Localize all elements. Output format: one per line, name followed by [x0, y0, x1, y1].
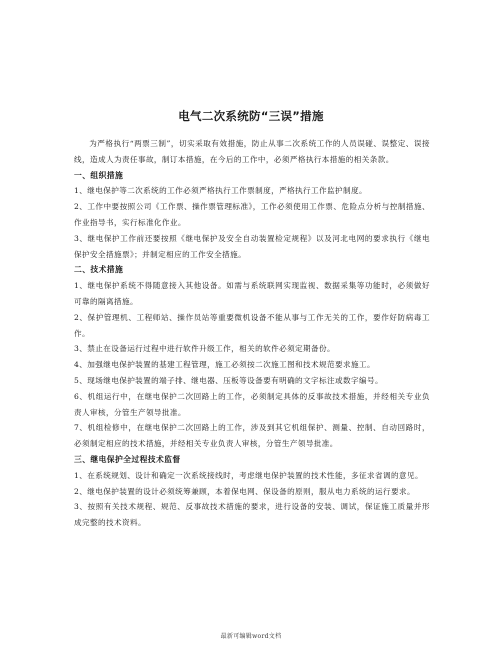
list-item: 2、继电保护装置的设计必须统筹兼顾，本着保电网、保设备的原则，服从电力系统的运行要求。 — [74, 486, 415, 496]
page-footer: 最新可编辑word文档 — [220, 633, 282, 640]
document-body — [74, 136, 430, 531]
section-heading-supervision: 三、继电保护全过程技术监督 — [74, 454, 181, 464]
list-item: 3、按照有关技术规程、规范、反事故技术措施的要求，进行设备的安装、调试，保证施工质量并形成完整的技术资料。 — [74, 502, 430, 528]
intro-paragraph: 为严格执行“两票三制”，切实采取有效措施，防止从事二次系统工作的人员误碰、误整定、误接线，造成人为责任事故，制订本措施，在今后的工作中，必须严格执行本措施的相关条款。 — [74, 139, 430, 164]
list-item: 6、机组运行中，在继电保护二次回路上的工作，必须制定具体的反事故技术措施，并经相关专业负责人审核，分管生产领导批准。 — [74, 391, 430, 417]
list-item: 2、保护管理机、工程师站、操作员站等重要微机设备不能从事与工作无关的工作，要作好防病毒工作。 — [74, 312, 430, 338]
list-item: 1、继电保护系统不得随意接入其他设备。如需与系统联网实现监视、数据采集等功能时，必须做好可靠的隔离措施。 — [74, 281, 430, 306]
list-item: 2、工作中要按照公司《工作票、操作票管理标准》，工作必须使用工作票、危险点分析与控制措施、作业指导书，实行标准化作业。 — [74, 202, 430, 227]
list-item: 3、继电保护工作前还要按照《继电保护及安全自动装置检定规程》以及河北电网的要求执行《继电保护安全措施票》；并制定相应的工作安全措施。 — [74, 233, 430, 259]
list-item: 7、机组检修中，在继电保护二次回路上的工作，涉及到其它机组保护、测量、控制、自动回路时，必须制定相应的技术措施，并经相关专业负责人审核，分管生产领导批准。 — [74, 423, 430, 449]
list-item: 1、在系统规划、设计和确定一次系统接线时，考虑继电保护装置的技术性能，多征求省调的意见。 — [74, 470, 423, 480]
section-heading-technical: 二、技术措施 — [74, 265, 124, 275]
list-item: 3、禁止在设备运行过程中进行软件升级工作，相关的软件必须定期备份。 — [74, 344, 336, 354]
document-title: 电气二次系统防“三误”措施 — [178, 109, 324, 123]
list-item: 4、加强继电保护装置的基建工程管理，施工必须按二次施工图和技术规范要求施工。 — [74, 360, 375, 370]
list-item: 5、现场继电保护装置的端子排、继电器、压板等设备要有明确的文字标注或数字编号。 — [74, 375, 383, 385]
list-item: 1、继电保护等二次系统的工作必须严格执行工作票制度，严格执行工作监护制度。 — [74, 186, 368, 196]
section-heading-organizational: 一、组织措施 — [74, 170, 124, 180]
